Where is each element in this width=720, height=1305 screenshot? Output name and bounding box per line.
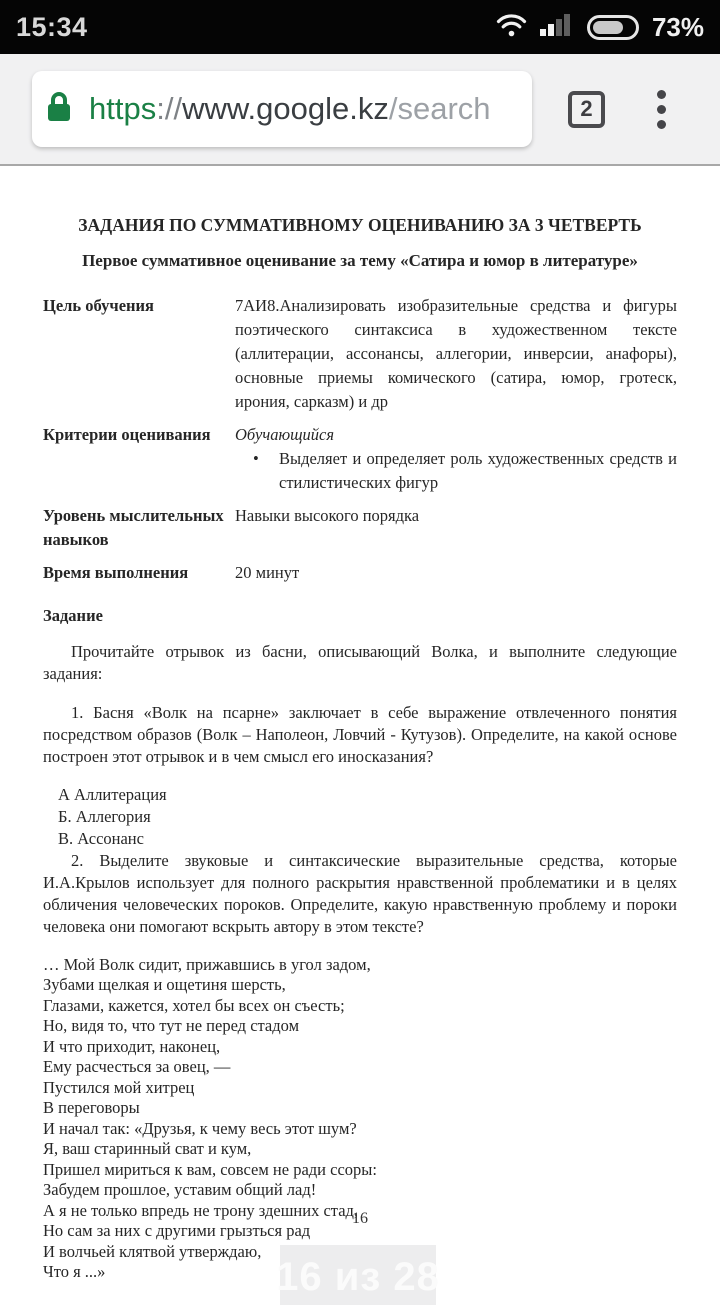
menu-kebab-icon[interactable] xyxy=(657,90,666,129)
signal-icon xyxy=(540,12,574,42)
meta-label: Цель обучения xyxy=(43,296,154,315)
url-text[interactable] xyxy=(89,91,491,127)
poem-line: И что приходит, наконец, xyxy=(43,1036,221,1056)
task-heading: Задание xyxy=(43,606,103,625)
poem-line: А я не только впредь не трону здешних стад, xyxy=(43,1200,359,1220)
task-intro: Прочитайте отрывок из басни, описывающий Волка, и выполните следующие задания: xyxy=(43,642,677,683)
criteria-lead: Обучающийся xyxy=(235,425,335,444)
meta-row-duration xyxy=(43,561,677,585)
url-host: www.google.kz xyxy=(182,91,389,126)
meta-value xyxy=(235,423,677,495)
poem-line: Пришел мириться к вам, совсем не ради ссоры: xyxy=(43,1159,377,1179)
poem-line: В переговоры xyxy=(43,1098,140,1117)
url-query: search xyxy=(397,91,491,126)
document-page xyxy=(0,166,720,1283)
poem-line: Что я ...» xyxy=(43,1262,106,1281)
document-subtitle: Первое суммативное оценивание за тему «Сатира и юмор в литературе» xyxy=(82,251,638,270)
option-c: В. Ассонанс xyxy=(58,829,144,848)
url-scheme: https xyxy=(89,91,157,126)
meta-row-criteria xyxy=(43,423,677,495)
page-position-overlay: 16 из 28 xyxy=(280,1245,436,1305)
url-separator: :// xyxy=(156,91,183,126)
page-number: 16 xyxy=(352,1210,368,1227)
secure-lock-icon xyxy=(46,91,72,128)
poem-line: И начал так: «Друзья, к чему весь этот шум? xyxy=(43,1118,357,1138)
status-bar xyxy=(0,0,720,54)
battery-fill xyxy=(593,21,623,34)
tab-switcher-button[interactable] xyxy=(568,91,605,128)
poem-line: … Мой Волк сидит, прижавшись в угол задом, xyxy=(43,954,371,974)
fable-excerpt xyxy=(43,955,677,1283)
tab-count: 2 xyxy=(580,96,593,121)
document-title: ЗАДАНИЯ ПО СУММАТИВНОМУ ОЦЕНИВАНИЮ ЗА 3 ЧЕТВЕРТЬ xyxy=(78,215,642,235)
assessment-meta-table xyxy=(43,294,677,585)
poem-line: Я, ваш старинный сват и кум, xyxy=(43,1139,252,1158)
browser-toolbar xyxy=(0,54,720,166)
option-a: А Аллитерация xyxy=(58,785,167,804)
meta-row-skill-level xyxy=(43,504,677,552)
meta-value: Навыки высокого порядка xyxy=(235,506,420,525)
wifi-icon xyxy=(496,12,527,42)
url-bar[interactable] xyxy=(32,71,532,147)
bullet-dot: • xyxy=(253,449,259,468)
poem-line: Глазами, кажется, хотел бы всех он съесть; xyxy=(43,995,345,1015)
task-item-2: 2. Выделите звуковые и синтаксические выразительные средства, которые И.А.Крылов использует для полного раскрытия нравственной проблематики и в целях обличения человеческих пороков. Определите, какую нравственную проблему и пороки человека они помогают вскрыть автору в этом тексте? xyxy=(43,851,677,936)
answer-options xyxy=(43,784,677,850)
poem-line: И волчьей клятвой утверждаю, xyxy=(43,1241,262,1261)
poem-line: Пустился мой хитрец xyxy=(43,1077,195,1097)
poem-line: Зубами щелкая и ощетиня шерсть, xyxy=(43,975,286,994)
meta-row-goal xyxy=(43,294,677,414)
meta-label: Уровень мыслительных навыков xyxy=(43,506,224,549)
task-item-1: 1. Басня «Волк на псарне» заключает в себе выражение отвлеченного понятия посредством образов (Волк – Наполеон, Ловчий - Кутузов). Определите, на какой основе построен этот отрывок и в чем смысл его иносказания? xyxy=(43,702,677,766)
meta-value: 20 минут xyxy=(235,563,300,582)
bullet-text: Выделяет и определяет роль художественных средств и стилистических фигур xyxy=(279,449,677,492)
battery-icon xyxy=(587,15,639,40)
clock: 15:34 xyxy=(16,11,88,42)
option-b: Б. Аллегория xyxy=(58,807,151,826)
poem-line: Но, видя то, что тут не перед стадом xyxy=(43,1016,300,1035)
meta-label: Критерии оценивания xyxy=(43,425,211,444)
poem-line: Забудем прошлое, уставим общий лад! xyxy=(43,1180,317,1199)
criteria-bullet xyxy=(235,447,677,495)
meta-value: 7АИ8.Анализировать изобразительные средства и фигуры поэтического синтаксиса в художественном тексте (аллитерации, ассонансы, аллегории, инверсии, анафоры), основные приемы комического (сатира, юмор, гротеск, ирония, сарказм) и др xyxy=(235,296,677,411)
poem-line: Но сам за них с другими грызться рад xyxy=(43,1221,311,1240)
status-icons xyxy=(496,12,704,43)
meta-label: Время выполнения xyxy=(43,563,189,582)
battery-percent: 73% xyxy=(651,11,704,42)
url-path: / xyxy=(388,91,398,126)
poem-line: Ему расчесться за овец, — xyxy=(43,1057,231,1076)
